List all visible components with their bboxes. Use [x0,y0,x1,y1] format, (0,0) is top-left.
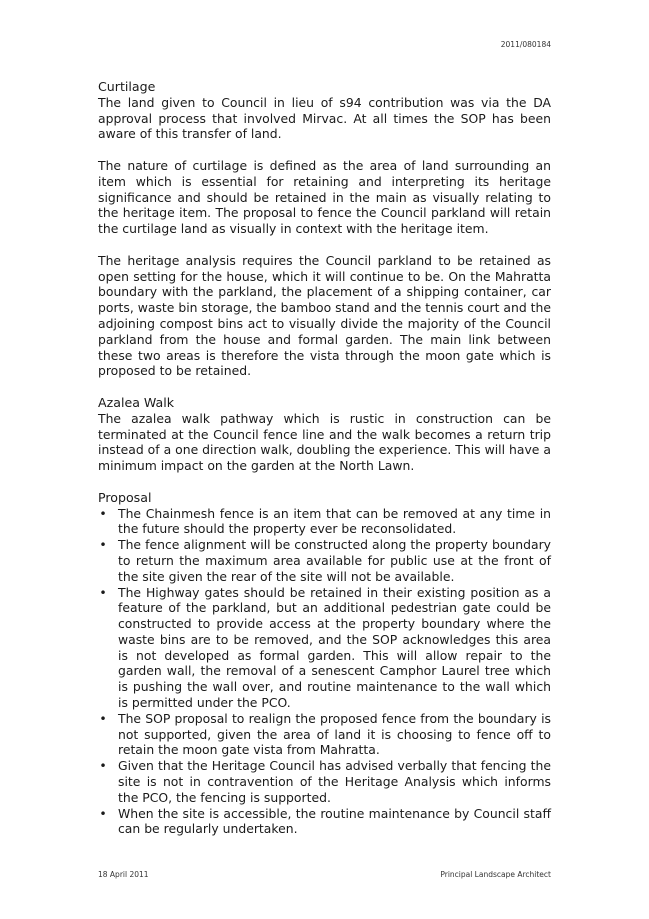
proposal-heading: Proposal [98,489,152,505]
proposal-item-text: When the site is accessible, the routine maintenance by Council staff can be regularly undertaken. [118,805,551,837]
bullet-icon: • [99,537,107,553]
bullet-icon: • [99,758,107,774]
proposal-item [98,537,551,584]
proposal-item-text: The Highway gates should be retained in their existing position as a feature of the parkland, but an additional pedestrian gate could be constructed to provide access at the property boundary where the waste bins are to be removed, and the SOP acknowledges this area is not developed as formal garden. This will allow repair to the garden wall, the removal of a senescent Camphor Laurel tree which is pushing the wall over, and routine maintenance to the wall which is permitted under the PCO. [118,584,551,711]
document-body [98,79,551,837]
bullet-icon: • [99,505,107,521]
footer-date: 18 April 2011 [98,870,149,879]
footer-author: Principal Landscape Architect [440,870,551,879]
proposal-item-text: Given that the Heritage Council has advised verbally that fencing the site is not in contravention of the Heritage Analysis which informs the PCO, the fencing is supported. [118,758,551,805]
document-reference: 2011/080184 [500,40,551,49]
proposal-item-text: The Chainmesh fence is an item that can be removed at any time in the future should the property ever be reconsolidated. [118,505,551,537]
azalea-walk-paragraph: The azalea walk pathway which is rustic in construction can be terminated at the Council fence line and the walk becomes a return trip instead of a one direction walk, doubling the experience. This will have a minimum impact on the garden at the North Lawn. [98,410,551,474]
proposal-list [98,506,551,838]
proposal-item [98,806,551,838]
curtilage-paragraph-1: The land given to Council in lieu of s94 contribution was via the DA approval process that involved Mirvac. At all times the SOP has been aware of this transfer of land. [98,94,551,142]
curtilage-paragraph-3: The heritage analysis requires the Council parkland to be retained as open setting for the house, which it will continue to be. On the Mahratta boundary with the parkland, the placement of a shipping container, car ports, waste bin storage, the bamboo stand and the tennis court and the adjoining compost bins act to visually divide the majority of the Council parkland from the house and formal garden. The main link between these two areas is therefore the vista through the moon gate which is proposed to be retained. [98,252,551,379]
curtilage-heading: Curtilage [98,79,156,94]
proposal-item [98,758,551,805]
proposal-item [98,506,551,538]
proposal-item-text: The SOP proposal to realign the proposed fence from the boundary is not supported, given the area of land it is choosing to fence off to retain the moon gate vista from Mahratta. [118,710,551,758]
bullet-icon: • [99,584,107,600]
azalea-walk-heading: Azalea Walk [98,394,175,410]
proposal-item [98,585,551,711]
proposal-item [98,711,551,758]
curtilage-paragraph-2: The nature of curtilage is defined as the area of land surrounding an item which is essential for retaining and interpreting its heritage significance and should be retained in the main as visually relating to the heritage item. The proposal to fence the Council parkland will retain the curtilage land as visually in context with the heritage item. [98,157,551,237]
proposal-item-text: The fence alignment will be constructed along the property boundary to return the maximum area available for public use at the front of the site given the rear of the site will not be available. [118,537,551,584]
bullet-icon: • [99,805,107,821]
bullet-icon: • [99,710,107,726]
